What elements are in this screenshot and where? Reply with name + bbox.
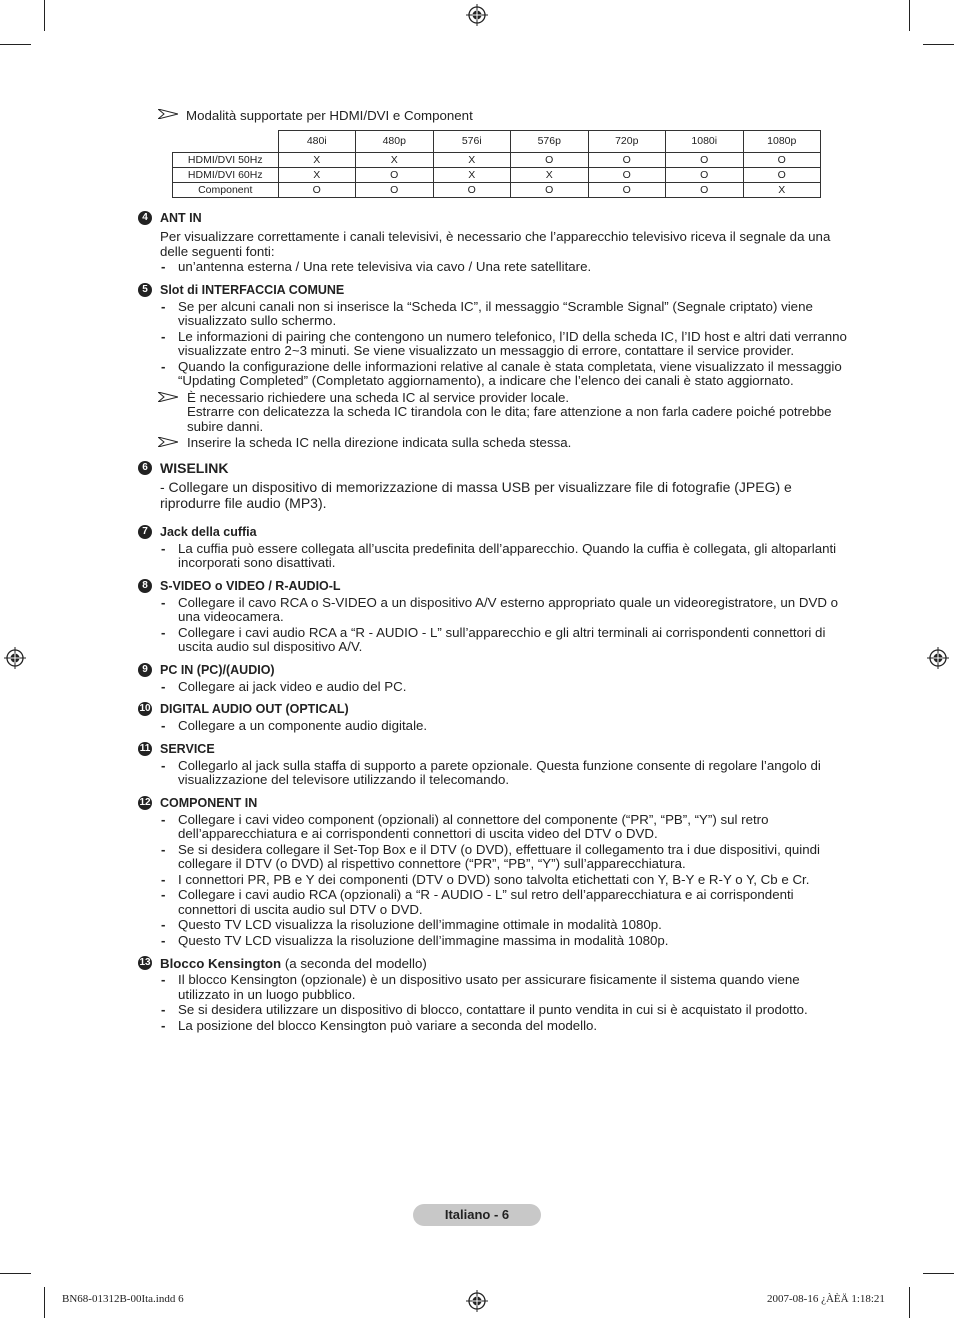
section-title: COMPONENT IN	[160, 795, 258, 810]
section-number-badge: 8	[138, 579, 152, 593]
table-col-header: 576i	[433, 131, 511, 153]
list-item: - Se si desidera collegare il Set-Top Box e il DTV (o DVD), effettuare il collegamento tra i due dispositivi, quindi collegare il DTV (o DVD) al rispettivo connettore (“PR”, “PB”, “Y”) sull’apparecchiatura.	[161, 841, 821, 871]
table-cell: O	[356, 168, 434, 183]
list-item: - Se per alcuni canali non si inserisce la “Scheda IC”, il messaggio “Scramble Signal” (Segnale criptato) viene visualizzato sullo schermo.	[161, 298, 813, 328]
supported-modes-table	[172, 130, 821, 198]
section-title: WISELINK	[160, 459, 229, 476]
section-number-badge: 5	[138, 283, 152, 297]
section-pc-in	[138, 662, 848, 695]
table-cell: O	[666, 183, 744, 198]
list-item: - La posizione del blocco Kensington può variare a seconda del modello.	[161, 1017, 598, 1033]
section-title-suffix: (a seconda del modello)	[281, 956, 427, 971]
table-col-header: 720p	[588, 131, 666, 153]
list-item-text: Quando la configurazione delle informazioni relative al canale è stata completata, viene visualizzato il messaggio “Updating Completed” (Completato aggiornamento), a indicare che l’elenco dei canali è stato aggiornato.	[178, 358, 842, 388]
list-item-text: Collegare a un componente audio digitale.	[178, 718, 428, 733]
list-item: - Collegare i cavi video component (opzionali) al connettore del componente (“PR”, “PB”, “Y”) sul retro dell’apparecchiatura e ai corrispondenti connettori di uscita video del DTV o DVD.	[161, 811, 769, 841]
registration-mark-icon	[466, 1290, 488, 1312]
table-cell: O	[511, 183, 589, 198]
section-service	[138, 741, 848, 788]
section-svideo	[138, 578, 848, 655]
list-item: - Se si desidera utilizzare un dispositivo di blocco, contattare il punto vendita in cui si è acquistato il prodotto.	[161, 1002, 808, 1017]
list-item: - un’antenna esterna / Una rete televisiva via cavo / Una rete satellitare.	[161, 259, 592, 274]
section-number-badge: 12	[139, 796, 151, 808]
section-heading	[138, 741, 848, 758]
table-cell: O	[666, 168, 744, 183]
row-label: HDMI/DVI 60Hz	[173, 168, 279, 183]
list-item: - I connettori PR, PB e Y dei componenti (DTV o DVD) sono talvolta etichettati con Y, B-Y e R-Y o Y, Cb e Cr.	[161, 871, 810, 887]
registration-mark-icon	[4, 647, 26, 669]
note-arrow-icon	[158, 437, 178, 447]
table-cell: O	[588, 153, 666, 168]
table-cell: X	[278, 153, 356, 168]
section-title: ANT IN	[160, 211, 202, 225]
table-corner	[173, 131, 279, 153]
section-title: DIGITAL AUDIO OUT (OPTICAL)	[160, 702, 349, 716]
bullet-list	[138, 973, 848, 1033]
section-component-in	[138, 795, 848, 949]
list-item: - La cuffia può essere collegata all’uscita predefinita dell’apparecchio. Quando la cuffia è collegata, gli altoparlanti incorporati sono disattivati.	[161, 540, 837, 570]
list-item-text: Collegare i cavi audio RCA a “R - AUDIO - L” sull’apparecchio e gli altri terminali ai corrispondenti connettori di uscita audio sul dispositivo A/V.	[178, 624, 826, 654]
table-row	[173, 168, 821, 183]
section-title: SERVICE	[160, 741, 215, 756]
section-heading	[138, 282, 848, 299]
table-cell: O	[433, 183, 511, 198]
bullet-list	[138, 260, 848, 275]
bullet-list	[138, 300, 848, 389]
list-item-text: Le informazioni di pairing che contengono un numero telefonico, l’ID della scheda IC, l’ID host e altri dati verranno visualizzate entro 2~3 minuti. Se viene visualizzato un messaggio di errore, contattare il service provider.	[178, 328, 847, 358]
section-heading	[138, 662, 848, 679]
row-label: HDMI/DVI 50Hz	[173, 153, 279, 168]
list-item-text: Collegare i cavi video component (opzionali) al connettore del componente (“PR”, “PB”, “Y”) sul retro dell’apparecchiatura e ai corrispondenti connettori di uscita video del DTV o DVD.	[178, 811, 769, 841]
list-item-text: La cuffia può essere collegata all’uscita predefinita dell’apparecchio. Quando la cuffia è collegata, gli altoparlanti incorporati sono disattivati.	[178, 540, 837, 570]
list-item: - Collegare i cavi audio RCA (opzionali) a “R - AUDIO - L” sul retro dell’apparecchiatura e ai corrispondenti connettori di uscita audio sul DTV o DVD.	[161, 887, 794, 917]
table-col-header: 480i	[278, 131, 356, 153]
table-cell: O	[356, 183, 434, 198]
list-item-text: Collegare i cavi audio RCA (opzionali) a “R - AUDIO - L” sul retro dell’apparecchiatura e ai corrispondenti connettori di uscita audio sul DTV o DVD.	[178, 887, 794, 917]
section-title: S-VIDEO o VIDEO / R-AUDIO-L	[160, 578, 341, 593]
list-item-text: Il blocco Kensington (opzionale) è un dispositivo usato per assicurare fisicamente il sistema quando viene utilizzato in un luogo pubblico.	[178, 972, 800, 1002]
list-item: - Il blocco Kensington (opzionale) è un dispositivo usato per assicurare fisicamente il sistema quando viene utilizzato in un luogo pubblico.	[161, 972, 800, 1002]
list-item-text: La posizione del blocco Kensington può variare a seconda del modello.	[178, 1017, 598, 1033]
section-number-badge: 9	[138, 663, 152, 677]
section-heading	[138, 955, 848, 972]
section-number-badge: 13	[139, 957, 151, 968]
list-item: - Collegare ai jack video e audio del PC.	[161, 678, 407, 694]
section-heading	[138, 460, 848, 477]
registration-mark-icon	[466, 4, 488, 26]
bullet-list	[138, 596, 848, 655]
section-heading	[138, 795, 848, 812]
table-cell: X	[433, 153, 511, 168]
table-cell: O	[511, 153, 589, 168]
table-cell: X	[743, 183, 821, 198]
section-number-badge: 10	[139, 703, 151, 714]
table-row	[173, 153, 821, 168]
note-text: Modalità supportate per HDMI/DVI e Component	[186, 108, 473, 123]
bullet-list	[138, 813, 848, 949]
list-item-text: Questo TV LCD visualizza la risoluzione dell’immagine ottimale in modalità 1080p.	[178, 917, 662, 932]
bullet-list	[138, 542, 848, 571]
note-arrow-icon	[158, 109, 178, 119]
list-item: - Questo TV LCD visualizza la risoluzione dell’immagine massima in modalità 1080p.	[161, 932, 669, 948]
section-wiselink	[138, 460, 848, 512]
section-heading	[138, 701, 848, 718]
table-header-row	[173, 131, 821, 153]
crop-mark	[909, 0, 910, 31]
file-name: BN68-01312B-00Ita.indd 6	[62, 1293, 184, 1305]
crop-mark	[909, 1287, 910, 1318]
ci-note	[138, 436, 848, 451]
table-col-header: 576p	[511, 131, 589, 153]
list-item-text: Questo TV LCD visualizza la risoluzione dell’immagine massima in modalità 1080p.	[178, 932, 669, 948]
note-text: È necessario richiedere una scheda IC al service provider locale.	[187, 389, 570, 405]
crop-mark	[0, 1273, 31, 1274]
table-cell: O	[278, 183, 356, 198]
table-cell: O	[588, 183, 666, 198]
list-item-text: Collegare il cavo RCA o S-VIDEO a un dispositivo A/V esterno appropriato quale un videoregistratore, un DVD o una videocamera.	[178, 594, 839, 624]
ci-note	[138, 391, 848, 435]
supported-modes-note	[138, 108, 848, 123]
section-title: Jack della cuffia	[160, 524, 257, 539]
section-body: Per visualizzare correttamente i canali televisivi, è necessario che l’apparecchio televisivo riceva il segnale da una delle seguenti fonti:	[160, 229, 831, 259]
list-item-text: Se si desidera utilizzare un dispositivo di blocco, contattare il punto vendita in cui si è acquistato il prodotto.	[178, 1002, 808, 1017]
page-content	[138, 108, 848, 1033]
table-col-header: 1080p	[743, 131, 821, 153]
section-title: Blocco Kensington	[160, 956, 282, 971]
section-heading	[138, 578, 848, 595]
crop-mark	[923, 44, 954, 45]
section-ant-in	[138, 210, 848, 275]
note-text: Estrarre con delicatezza la scheda IC tirandola con le dita; fare attenzione a non farla cadere poiché potrebbe subire danni.	[187, 404, 832, 434]
section-title: Slot di INTERFACCIA COMUNE	[160, 282, 345, 297]
list-item: - Le informazioni di pairing che contengono un numero telefonico, l’ID della scheda IC, l’ID host e altri dati verranno visualizzate entro 2~3 minuti. Se viene visualizzato un messaggio di errore, contattare il service provider.	[161, 328, 847, 358]
list-item-text: Collegare ai jack video e audio del PC.	[178, 678, 407, 694]
bullet-list	[138, 759, 848, 788]
section-heading	[138, 524, 848, 541]
section-number-badge: 11	[139, 742, 151, 754]
section-title: PC IN (PC)/(AUDIO)	[160, 662, 275, 677]
section-number-badge: 4	[138, 211, 152, 225]
registration-mark-icon	[927, 647, 949, 669]
row-label: Component	[173, 183, 279, 198]
list-item: - Collegare i cavi audio RCA a “R - AUDIO - L” sull’apparecchio e gli altri terminali ai corrispondenti connettori di uscita audio sul dispositivo A/V.	[161, 624, 826, 654]
table-col-header: 480p	[356, 131, 434, 153]
list-item-text: un’antenna esterna / Una rete televisiva via cavo / Una rete satellitare.	[178, 259, 592, 274]
section-digital-audio-out	[138, 701, 848, 734]
table-col-header: 1080i	[666, 131, 744, 153]
bullet-list	[138, 719, 848, 734]
list-item-text: Se si desidera collegare il Set-Top Box e il DTV (o DVD), effettuare il collegamento tra i due dispositivi, quindi collegare il DTV (o DVD) al rispettivo connettore (“PR”, “PB”, “Y”) sull’apparecchiatura.	[178, 841, 821, 871]
list-item-text: Collegarlo al jack sulla staffa di supporto a parete opzionale. Questa funzione consente di regolare l’angolo di visualizzazione del televisore utilizzando il telecomando.	[178, 757, 821, 787]
table-cell: O	[743, 168, 821, 183]
list-item: - Collegare a un componente audio digitale.	[161, 718, 428, 733]
section-headphone	[138, 524, 848, 571]
bullet-list	[138, 680, 848, 695]
table-cell: O	[743, 153, 821, 168]
section-number-badge: 7	[138, 525, 152, 539]
page-number-label: Italiano - 6	[413, 1204, 541, 1226]
table-cell: O	[588, 168, 666, 183]
list-item: - Collegare il cavo RCA o S-VIDEO a un dispositivo A/V esterno appropriato quale un videoregistratore, un DVD o una videocamera.	[161, 594, 839, 624]
list-item-text: I connettori PR, PB e Y dei componenti (DTV o DVD) sono talvolta etichettati con Y, B-Y e R-Y o Y, Cb e Cr.	[178, 871, 810, 887]
table-cell: X	[356, 153, 434, 168]
crop-mark	[44, 1287, 45, 1318]
table-row	[173, 183, 821, 198]
table-cell: X	[433, 168, 511, 183]
crop-mark	[0, 44, 31, 45]
table-cell: X	[278, 168, 356, 183]
print-timestamp: 2007-08-16 ¿ÀÈÄ 1:18:21	[767, 1293, 885, 1305]
list-item: - Collegarlo al jack sulla staffa di supporto a parete opzionale. Questa funzione consente di regolare l’angolo di visualizzazione del televisore utilizzando il telecomando.	[161, 757, 821, 787]
note-text: Inserire la scheda IC nella direzione indicata sulla scheda stessa.	[187, 435, 572, 450]
crop-mark	[44, 0, 45, 31]
note-arrow-icon	[158, 392, 178, 402]
list-item: - Quando la configurazione delle informazioni relative al canale è stata completata, viene visualizzato il messaggio “Updating Completed” (Completato aggiornamento), a indicare che l’elenco dei canali è stato aggiornato.	[161, 358, 842, 388]
section-number-badge: 6	[138, 461, 152, 475]
crop-mark	[923, 1273, 954, 1274]
list-item: - Questo TV LCD visualizza la risoluzione dell’immagine ottimale in modalità 1080p.	[161, 917, 662, 932]
section-body: - Collegare un dispositivo di memorizzazione di massa USB per visualizzare file di fotografie (JPEG) e riprodurre file audio (MP3).	[160, 478, 792, 511]
section-heading	[138, 210, 848, 227]
section-common-interface	[138, 282, 848, 451]
table-cell: X	[511, 168, 589, 183]
list-item-text: Se per alcuni canali non si inserisce la “Scheda IC”, il messaggio “Scramble Signal” (Segnale criptato) viene visualizzato sullo schermo.	[178, 298, 813, 328]
table-cell: O	[666, 153, 744, 168]
section-kensington	[138, 955, 848, 1033]
